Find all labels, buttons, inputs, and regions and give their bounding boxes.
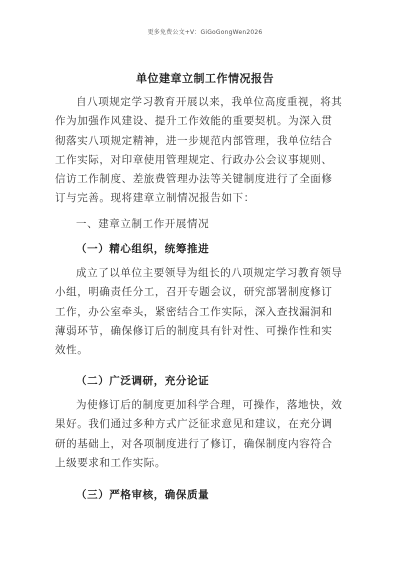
intro-line: 自八项规定学习教育开展以来，我单位高度重视，将其 <box>76 96 343 108</box>
section-heading <box>55 215 355 234</box>
paragraph-line: 薄弱环节，确保修订后的制度具有针对性、可操作性和实 <box>55 324 333 337</box>
subsection-1 <box>55 240 355 259</box>
subsection-2 <box>55 372 355 391</box>
subsection-3 <box>55 486 355 505</box>
subsection-3-title: （三）严格审核，确保质量 <box>76 489 210 501</box>
intro-line: 信访工作制度、差旅费管理办法等关键制度进行了全面修 <box>55 173 333 186</box>
subsection-1-paragraph <box>55 264 355 360</box>
section-1-title: 一、建章立制工作开展情况 <box>76 218 210 230</box>
intro-line: 订与完善。现将建章立制情况报告如下： <box>55 192 255 205</box>
paragraph-line: 工作，办公室牵头，紧密结合工作实际，深入查找漏洞和 <box>55 305 333 318</box>
subsection-1-title: （一）精心组织，统筹推进 <box>76 243 210 255</box>
paragraph-line: 成立了以单位主要领导为组长的八项规定学习教育领导 <box>76 267 343 279</box>
watermark-text: 更多免费公文+V：GiGoGongWen2026 <box>147 29 263 36</box>
intro-line: 作为加强作风建设、提升工作效能的重要契机。为深入贯 <box>55 115 333 128</box>
intro-line: 工作实际，对印章使用管理规定、行政办公会议事规则、 <box>55 153 333 166</box>
paragraph-line: 效性。 <box>55 344 89 357</box>
page-title: 单位建章立制工作情况报告 <box>136 72 274 85</box>
paragraph-line: 小组，明确责任分工，召开专题会议，研究部署制度修订 <box>55 286 333 299</box>
intro-paragraph <box>55 93 355 209</box>
intro-line: 彻落实八项规定精神，进一步规范内部管理，我单位结合 <box>55 134 333 147</box>
paragraph-line: 研的基础上，对各项制度进行了修订，确保制度内容符合 <box>55 437 333 450</box>
paragraph-line: 果好。我们通过多种方式广泛征求意见和建议，在充分调 <box>55 418 333 431</box>
paragraph-line: 为使修订后的制度更加科学合理，可操作，落地快，效 <box>76 399 343 411</box>
subsection-2-title: （二）广泛调研，充分论证 <box>76 375 210 387</box>
paragraph-line: 上级要求和工作实际。 <box>55 456 166 469</box>
subsection-2-paragraph <box>55 396 355 473</box>
